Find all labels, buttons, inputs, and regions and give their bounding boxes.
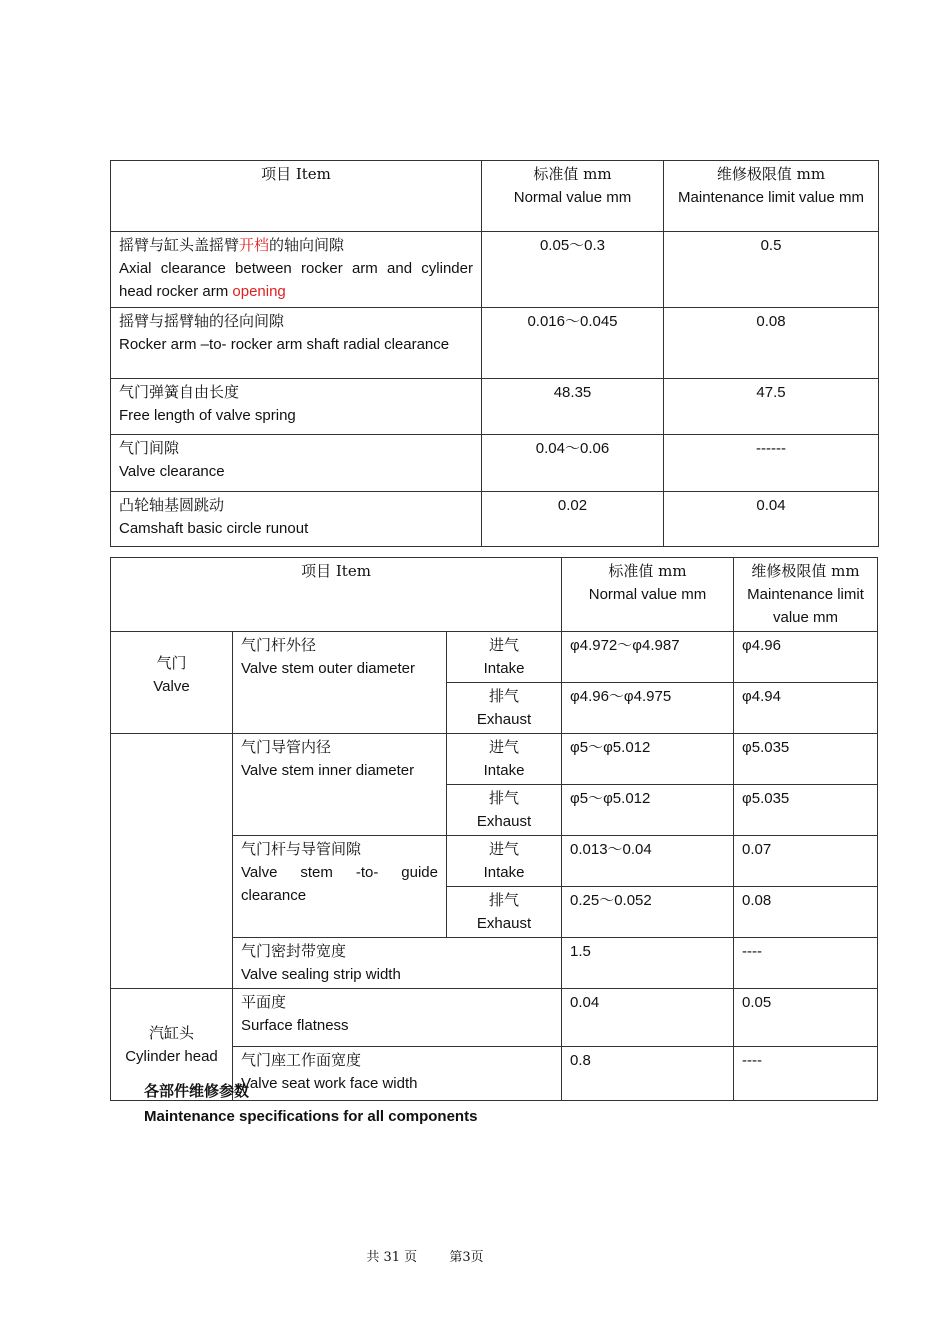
exhaust-en: Exhaust [476, 915, 532, 932]
header-limit [734, 558, 878, 632]
item-zh: 气门间隙 [119, 439, 180, 457]
exhaust-zh: 排气 [489, 891, 520, 909]
spec-table-1 [110, 160, 879, 547]
item-en: Camshaft basic circle runout [119, 520, 309, 537]
limit-value: φ4.96 [734, 632, 878, 683]
item-en-part: Axial clearance between rocker arm and cylinder head rocker arm [119, 260, 473, 300]
limit-value: 0.05 [734, 989, 878, 1047]
group-valve [111, 632, 233, 734]
group-en: Valve [153, 678, 190, 695]
header-normal-en: Normal value mm [513, 189, 632, 206]
caption-zh: 各部件维修参数 [144, 1082, 250, 1100]
exhaust-zh: 排气 [489, 687, 520, 705]
limit-value: φ5.035 [734, 785, 878, 836]
exhaust-cell [447, 785, 562, 836]
limit-value: ---- [734, 1047, 878, 1101]
header-limit-zh: 维修极限值 mm [716, 165, 826, 183]
limit-value: 0.04 [664, 492, 879, 547]
normal-value: 0.05～0.3 [482, 232, 664, 308]
param-en: Valve seat work face width [241, 1075, 418, 1092]
total-pages: 共 31 页 [366, 1250, 418, 1265]
limit-value: 0.08 [734, 887, 878, 938]
header-normal-zh: 标准值 mm [533, 165, 612, 183]
normal-value: 0.02 [482, 492, 664, 547]
normal-value: 0.04 [562, 989, 734, 1047]
limit-value: 0.5 [664, 232, 879, 308]
exhaust-en: Exhaust [476, 813, 532, 830]
table-row [111, 379, 879, 435]
table-row [111, 308, 879, 379]
param-stem-outer [233, 632, 447, 734]
item-zh: 摇臂与摇臂轴的径向间隙 [119, 312, 285, 330]
item-zh: 凸轮轴基圆跳动 [119, 496, 225, 514]
header-normal [482, 161, 664, 232]
exhaust-en: Exhaust [476, 711, 532, 728]
param-en: Valve stem outer diameter [241, 660, 415, 677]
intake-en: Intake [483, 864, 525, 881]
exhaust-cell [447, 683, 562, 734]
row-item [111, 492, 482, 547]
header-normal-en: Normal value mm [588, 586, 707, 603]
row-item [111, 379, 482, 435]
intake-cell [447, 632, 562, 683]
item-zh-highlight: 开档 [239, 236, 270, 254]
header-normal-zh: 标准值 mm [608, 562, 687, 580]
normal-value: 0.016～0.045 [482, 308, 664, 379]
param-flatness [233, 989, 562, 1047]
row-item [111, 232, 482, 308]
group-zh: 气门 [156, 654, 187, 672]
table-row [111, 734, 878, 785]
intake-zh: 进气 [489, 636, 520, 654]
param-stem-inner [233, 734, 447, 836]
item-zh [119, 234, 473, 257]
normal-value: φ4.96～φ4.975 [562, 683, 734, 734]
limit-value: φ5.035 [734, 734, 878, 785]
table-row [111, 492, 879, 547]
page-footer [0, 1246, 850, 1265]
table-caption [144, 1078, 477, 1130]
row-item [111, 435, 482, 492]
normal-value: 0.25～0.052 [562, 887, 734, 938]
param-stem-guide [233, 836, 447, 938]
normal-value: φ5～φ5.012 [562, 734, 734, 785]
item-zh-part: 摇臂与缸头盖摇臂 [119, 236, 240, 254]
param-zh: 气门密封带宽度 [241, 942, 347, 960]
group-empty [111, 734, 233, 989]
normal-value: φ4.972～φ4.987 [562, 632, 734, 683]
intake-en: Intake [483, 660, 525, 677]
page-number: 第3页 [449, 1250, 484, 1265]
item-en: Valve clearance [119, 463, 225, 480]
limit-value: 0.08 [664, 308, 879, 379]
header-item: 项目 Item [111, 558, 562, 632]
param-en: Surface flatness [241, 1017, 349, 1034]
header-limit-zh: 维修极限值 mm [751, 562, 860, 580]
table-row [111, 632, 878, 683]
intake-zh: 进气 [489, 738, 520, 756]
intake-cell [447, 836, 562, 887]
item-en [119, 257, 473, 303]
normal-value: 1.5 [562, 938, 734, 989]
spec-table-2 [110, 557, 878, 1101]
table-header-row [111, 558, 878, 632]
param-zh: 气门杆外径 [241, 636, 317, 654]
normal-value: 0.04～0.06 [482, 435, 664, 492]
limit-value: ---- [734, 938, 878, 989]
item-zh: 气门弹簧自由长度 [119, 383, 240, 401]
header-limit-en: Maintenance limit value mm [678, 189, 864, 206]
param-zh: 气门杆与导管间隙 [241, 840, 362, 858]
limit-value: 47.5 [664, 379, 879, 435]
item-en-highlight: opening [232, 283, 286, 300]
item-zh-part: 的轴向间隙 [269, 236, 345, 254]
normal-value: φ5～φ5.012 [562, 785, 734, 836]
limit-value: ------ [664, 435, 879, 492]
param-zh: 气门座工作面宽度 [241, 1051, 362, 1069]
header-limit [664, 161, 879, 232]
table-row [111, 232, 879, 308]
intake-cell [447, 734, 562, 785]
group-en: Cylinder head [125, 1047, 218, 1065]
group-zh: 汽缸头 [148, 1023, 194, 1042]
param-en: Valve stem -to- guide clearance [241, 864, 438, 904]
intake-en: Intake [483, 762, 525, 779]
item-en: Free length of valve spring [119, 407, 296, 424]
table-header-row [111, 161, 879, 232]
header-item: 项目 Item [111, 161, 482, 232]
row-item [111, 308, 482, 379]
param-zh: 平面度 [241, 993, 287, 1011]
param-zh: 气门导管内径 [241, 738, 332, 756]
table-row [111, 989, 878, 1047]
header-limit-en: Maintenance limit value mm [747, 586, 864, 626]
header-normal [562, 558, 734, 632]
param-sealing [233, 938, 562, 989]
table-row [111, 435, 879, 492]
param-en: Valve stem inner diameter [241, 762, 415, 779]
caption-en: Maintenance specifications for all components [144, 1108, 478, 1125]
intake-zh: 进气 [489, 840, 520, 858]
limit-value: φ4.94 [734, 683, 878, 734]
param-en: Valve sealing strip width [241, 966, 401, 983]
limit-value: 0.07 [734, 836, 878, 887]
normal-value: 0.013～0.04 [562, 836, 734, 887]
normal-value: 48.35 [482, 379, 664, 435]
normal-value: 0.8 [562, 1047, 734, 1101]
exhaust-zh: 排气 [489, 789, 520, 807]
item-en: Rocker arm –to- rocker arm shaft radial clearance [119, 336, 450, 353]
exhaust-cell [447, 887, 562, 938]
